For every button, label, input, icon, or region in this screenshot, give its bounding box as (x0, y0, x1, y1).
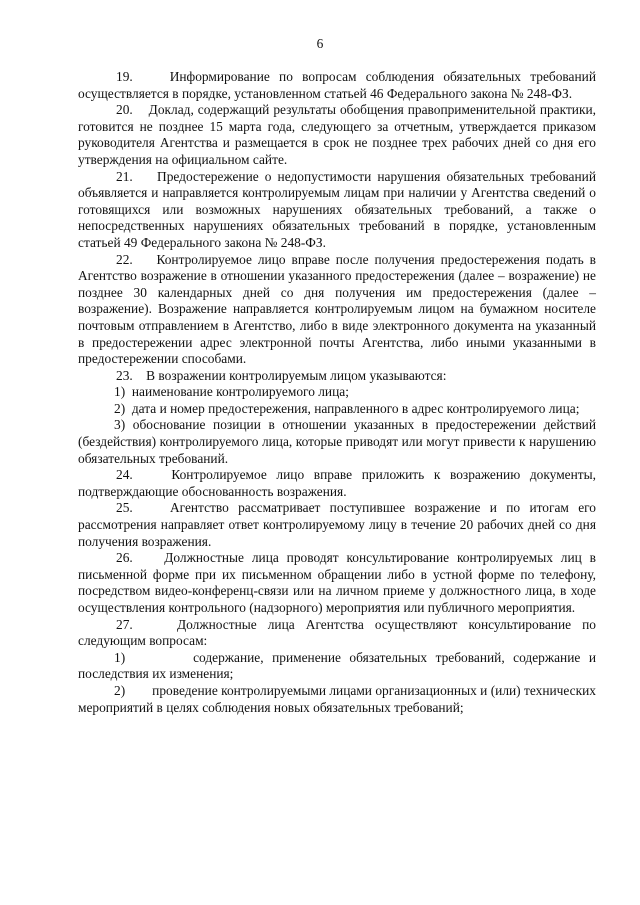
paragraph-25: 25. Агентство рассматривает поступившее возражение и по итогам его рассмотрения направляет ответ контролируемому лицу в течение 20 рабочих дней со дня получения возражения. (78, 500, 596, 549)
list-item-23-1: 1) наименование контролируемого лица; (114, 384, 349, 400)
list-item-27-2: 2) проведение контролируемыми лицами организационных и (или) технических мероприятий в целях соблюдения новых обязательных требований; (78, 682, 596, 715)
paragraph-22: 22. Контролируемое лицо вправе после получения предостережения подать в Агентство возражение в отношении указанного предостережения (далее – возражение) не позднее 30 календарных дней со дня получения им предостережения (далее – возражение). Возражение направляется контролируемым лицом на бумажном носителе почтовым отправлением в Агентство, либо в виде электронного документа на указанный в предостережении адрес электронной почты Агентства, либо иными указанными в предостережении способами. (78, 251, 596, 367)
list-item-23-2: 2) дата и номер предостережения, направленного в адрес контролируемого лица; (114, 400, 580, 416)
page-number: 6 (316, 36, 324, 51)
list-item-27-1: 1) содержание, применение обязательных требований, содержание и последствия их изменения; (78, 649, 596, 682)
paragraph-26: 26. Должностные лица проводят консультирование контролируемых лиц в письменной форме при их письменном обращении либо в устной форме по телефону, посредством видео-конференц-связи или на личном приеме у должностного лица, в ходе осуществления контрольного (надзорного) мероприятия или публичного мероприятия. (78, 550, 596, 615)
document-body (78, 69, 596, 716)
paragraph-27: 27. Должностные лица Агентства осуществляют консультирование по следующим вопросам: (78, 616, 596, 649)
paragraph-24: 24. Контролируемое лицо вправе приложить к возражению документы, подтверждающие обоснованность возражения. (78, 467, 596, 499)
paragraph-23: 23. В возражении контролируемым лицом указываются: (116, 367, 447, 383)
paragraph-19: 19. Информирование по вопросам соблюдения обязательных требований осуществляется в порядке, установленном статьей 46 Федерального закона № 248-ФЗ. (78, 69, 596, 101)
list-item-23-3: 3) обоснование позиции в отношении указанных в предостережении действий (бездействия) контролируемого лица, которые приводят или могут привести к нарушению обязательных требований. (78, 417, 596, 466)
paragraph-20: 20. Доклад, содержащий результаты обобщения правоприменительной практики, готовится не позднее 15 марта года, следующего за отчетным, утверждается приказом руководителя Агентства и размещается в срок не позднее трех рабочих дней со дня его утверждения на официальном сайте. (78, 102, 596, 167)
paragraph-21: 21. Предостережение о недопустимости нарушения обязательных требований объявляется и направляется контролируемым лицам при наличии у Агентства сведений о готовящихся или возможных нарушениях обязательных требований, а также о непосредственных нарушениях обязательных требований в порядке, установленным статьей 49 Федерального закона № 248-ФЗ. (78, 168, 596, 250)
